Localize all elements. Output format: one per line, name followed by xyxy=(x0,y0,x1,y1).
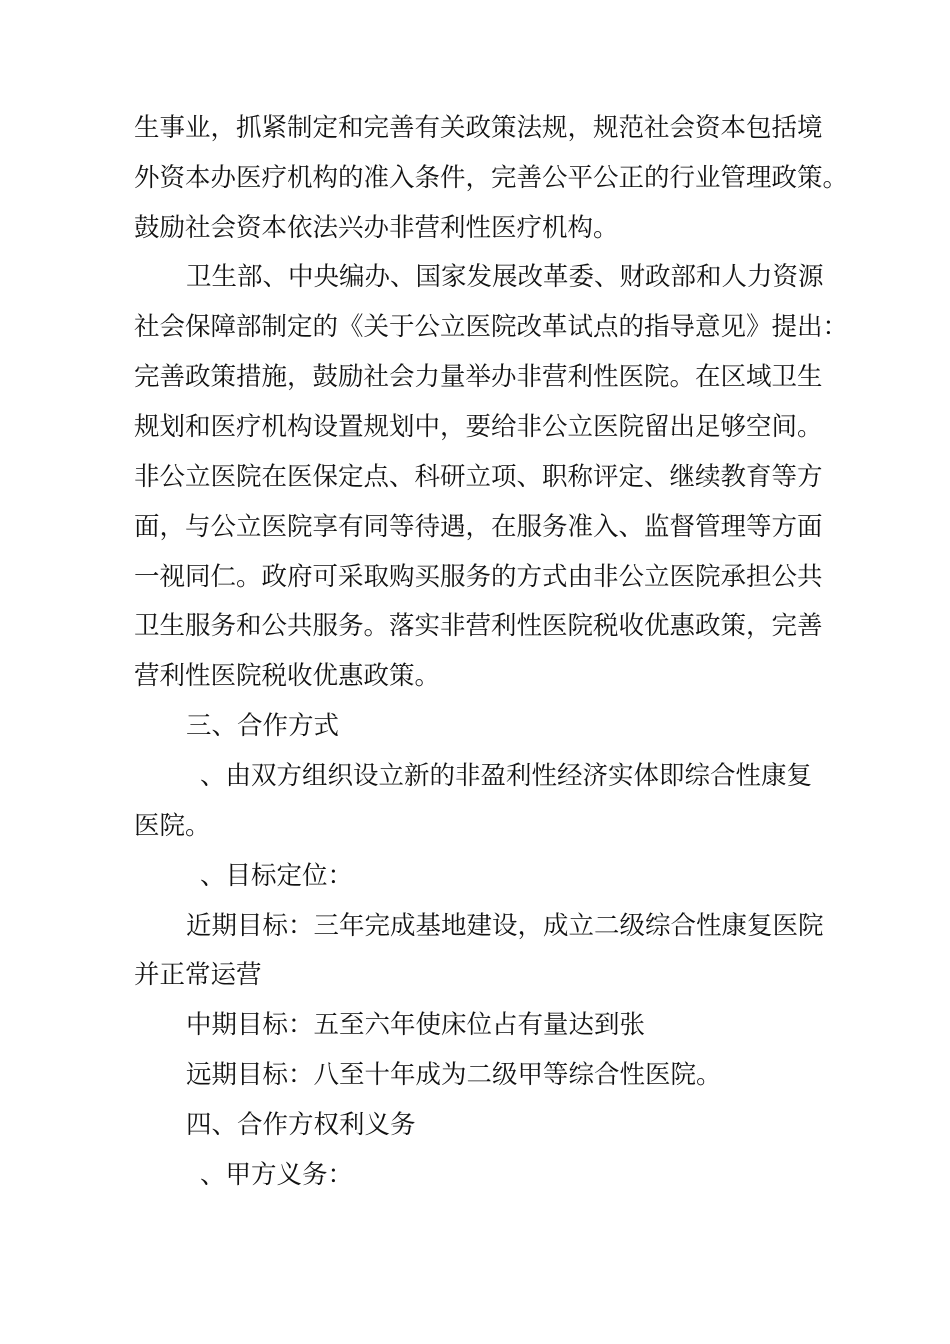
body-text-line: 社会保障部制定的《关于公立医院改革试点的指导意见》提出： xyxy=(134,312,849,342)
body-text-line: 非公立医院在医保定点、科研立项、职称评定、继续教育等方 xyxy=(134,462,823,492)
body-text-line: 卫生服务和公共服务。落实非营利性医院税收优惠政策，完善 xyxy=(134,611,823,641)
body-text-line: 完善政策措施，鼓励社会力量举办非营利性医院。在区域卫生 xyxy=(134,362,823,392)
body-text-line: 卫生部、中央编办、国家发展改革委、财政部和人力资源 xyxy=(186,262,824,292)
body-text-line: 一视同仁。政府可采取购买服务的方式由非公立医院承担公共 xyxy=(134,562,823,592)
body-text-line: 营利性医院税收优惠政策。 xyxy=(134,661,441,691)
body-text-line: 、目标定位： xyxy=(200,861,354,891)
body-text-line: 面，与公立医院享有同等待遇，在服务准入、监督管理等方面 xyxy=(134,512,823,542)
section-heading: 四、合作方权利义务 xyxy=(186,1110,416,1140)
body-text-line: 近期目标：三年完成基地建设，成立二级综合性康复医院 xyxy=(186,911,824,941)
body-text-line: 、由双方组织设立新的非盈利性经济实体即综合性康复 xyxy=(200,761,813,791)
body-text-line: 外资本办医疗机构的准入条件，完善公平公正的行业管理政策。 xyxy=(134,163,849,193)
body-text-line: 、甲方义务： xyxy=(200,1160,354,1190)
body-text-line: 中期目标：五至六年使床位占有量达到张 xyxy=(186,1010,646,1040)
section-heading: 三、合作方式 xyxy=(186,711,340,741)
body-text-line: 远期目标：八至十年成为二级甲等综合性医院。 xyxy=(186,1060,722,1090)
body-text-line: 规划和医疗机构设置规划中，要给非公立医院留出足够空间。 xyxy=(134,412,823,442)
body-text-line: 医院。 xyxy=(134,811,211,841)
body-text-line: 生事业，抓紧制定和完善有关政策法规，规范社会资本包括境 xyxy=(134,113,823,143)
body-text-line: 鼓励社会资本依法兴办非营利性医疗机构。 xyxy=(134,213,619,243)
body-text-line: 并正常运营 xyxy=(134,960,262,990)
